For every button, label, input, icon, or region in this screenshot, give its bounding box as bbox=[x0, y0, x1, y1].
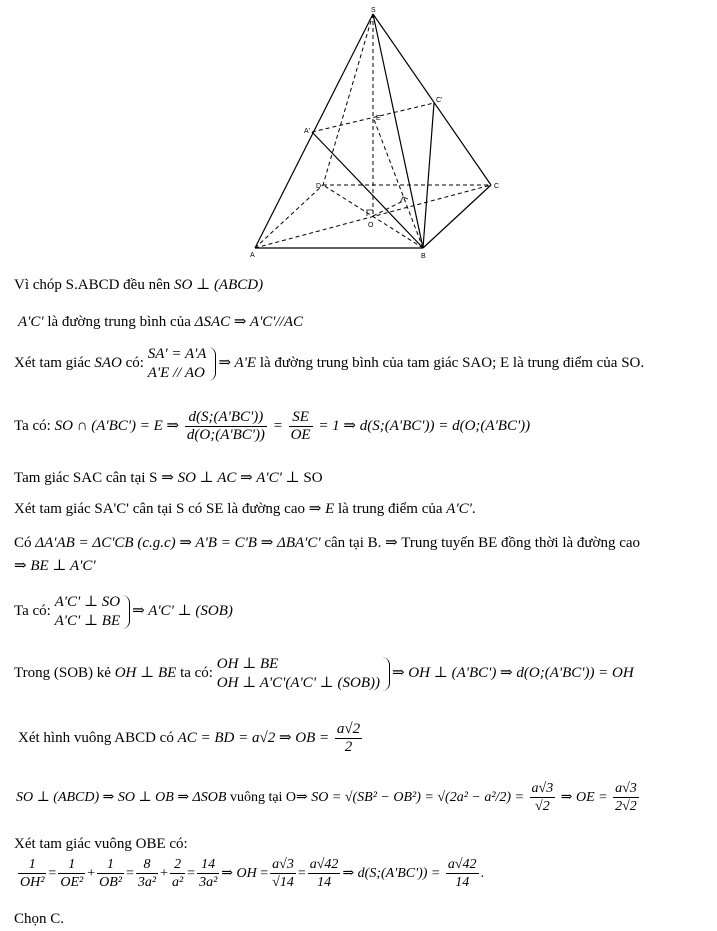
label-A-prime: A' bbox=[304, 128, 311, 135]
label-A: A bbox=[250, 252, 255, 259]
system-l10: OH ⊥ BE OH ⊥ A'C'(A'C' ⊥ (SOB)) bbox=[217, 655, 392, 693]
frac-1-oh2: $\frac{1}{\text{OH²}}$ bbox=[20, 857, 45, 891]
line-7: Có ΔA'AB = ΔC'CB (c.g.c) ⇒ A'B = C'B ⇒ ΔBA'C' cân tại B. ⇒ Trung tuyến BE đồng thời là đường cao bbox=[14, 535, 641, 551]
fraction-oe: $\frac{a√3}{2√2}$ bbox=[615, 781, 637, 815]
frac-answer: $\frac{a√42}{14}$ bbox=[447, 857, 477, 891]
line-3: Xét tam giác SAO có: SA' = A'A A'E // AO ⇒ A'E là đường trung bình của tam giác SAO; E là trung điểm của SO. bbox=[14, 345, 645, 381]
label-B: B bbox=[421, 253, 426, 260]
frac-8-3a2: $\frac{8}{\text{3a²}}$ bbox=[137, 857, 157, 891]
edge-SB bbox=[373, 14, 423, 248]
line-14: $\frac{1}{\text{OH²}}$ = $\frac{1}{\text{OE²}}$ + $\frac{1}{\text{OB²}}$ = $\frac{8}{\text{3a²}}$ + $\frac{2}{\text{a²}}$ = $\frac{14}{\text{3a²}}$ ⇒ OH = $\frac{a√3}{√14}$ = $\frac{a√42}{14}$ ⇒ d(S;(A'BC')) = $\frac{a√42}{14}$ . bbox=[20, 857, 485, 891]
line-15-answer: Chọn C. bbox=[14, 911, 65, 927]
edge-SA bbox=[255, 14, 373, 248]
seg-BE bbox=[373, 117, 423, 248]
line-4: Ta có: SO ∩ (A'BC') = E ⇒ $\frac{d(S;(A'BC'))}{d(O;(A'BC'))}$ = $\frac{SE}{OE}$ = 1 ⇒ d(S;(A'BC')) = d(O;(A'BC')) bbox=[14, 409, 531, 444]
edge-A1B bbox=[312, 132, 423, 248]
frac-1-oe2: $\frac{1}{\text{OE²}}$ bbox=[60, 857, 84, 891]
label-C-prime: C' bbox=[436, 97, 443, 104]
fraction-so: $\frac{a√3}{√2}$ bbox=[531, 781, 554, 815]
frac-a42-14: $\frac{a√42}{14}$ bbox=[309, 857, 339, 891]
line-1: Vì chóp S.ABCD đều nên SO ⊥ (ABCD) bbox=[14, 277, 264, 293]
label-C: C bbox=[494, 183, 500, 190]
frac-14-3a2: $\frac{14}{\text{3a²}}$ bbox=[199, 857, 218, 891]
line-10: Trong (SOB) kẻ OH ⊥ BE ta có: OH ⊥ BE OH ⊥ A'C'(A'C' ⊥ (SOB)) ⇒ OH ⊥ (A'BC') ⇒ d(O;(A'BC')) = OH bbox=[14, 655, 634, 691]
label-D: D bbox=[316, 183, 322, 190]
system-l3: SA' = A'A A'E // AO bbox=[148, 345, 219, 383]
pyramid-figure bbox=[240, 5, 510, 260]
fraction-distance-ratio: $\frac{d(S;(A'BC'))}{d(O;(A'BC'))}$ bbox=[186, 409, 265, 444]
line-9: Ta có: A'C' ⊥ SO A'C' ⊥ BE ⇒ A'C' ⊥ (SOB) bbox=[14, 593, 233, 629]
frac-2-a2: $\frac{2}{\text{a²}}$ bbox=[171, 857, 184, 891]
label-O: O bbox=[368, 222, 374, 229]
fraction-ob: $\frac{a√2}{2}$ bbox=[336, 721, 361, 756]
line-12: SO ⊥ (ABCD) ⇒ SO ⊥ OB ⇒ ΔSOB vuông tại O⇒ SO = √(SB² − OB²) = √(2a² − a²/2) = $\frac{a√3}{√2}$ ⇒ OE = $\frac{a√3}{2√2}$ bbox=[16, 781, 637, 815]
label-S: S bbox=[371, 7, 376, 14]
edge-C1B bbox=[423, 103, 434, 248]
line-2: A'C' là đường trung bình của ΔSAC ⇒ A'C'//AC bbox=[18, 314, 303, 330]
line-5: Tam giác SAC cân tại S ⇒ SO ⊥ AC ⇒ A'C' ⊥ SO bbox=[14, 470, 323, 486]
line-13: Xét tam giác vuông OBE có: bbox=[14, 836, 188, 852]
frac-1-ob2: $\frac{1}{\text{OB²}}$ bbox=[99, 857, 122, 891]
frac-a3-14: $\frac{a√3}{√14}$ bbox=[272, 857, 294, 891]
line-11: Xét hình vuông ABCD có AC = BD = a√2 ⇒ OB = $\frac{a√2}{2}$ bbox=[18, 721, 361, 756]
label-E: E bbox=[376, 115, 381, 122]
line-6: Xét tam giác SA'C' cân tại S có SE là đường cao ⇒ E là trung điểm của A'C'. bbox=[14, 501, 476, 517]
system-l9: A'C' ⊥ SO A'C' ⊥ BE bbox=[55, 593, 133, 631]
fraction-se-oe: $\frac{SE}{OE}$ bbox=[290, 409, 311, 444]
line-8: ⇒ BE ⊥ A'C' bbox=[14, 558, 96, 574]
edge-BC bbox=[423, 185, 491, 248]
diag-BD bbox=[323, 185, 423, 248]
